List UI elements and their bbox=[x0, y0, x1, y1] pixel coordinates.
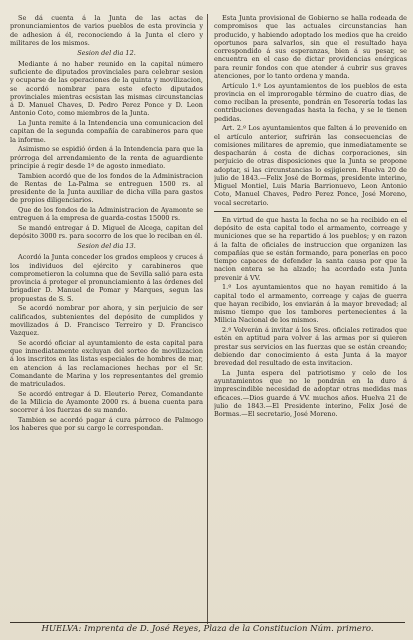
paragraph: Se mandó entregar á D. Miguel de Alcega, capitan del depósito 3000 rs. para socorro de los que lo reciban en él. bbox=[10, 224, 203, 241]
section-separator bbox=[214, 211, 407, 212]
paragraph: Se acordó entregar á D. Eleuterio Perez, Comandante de la Milicia de Ayamonte 2000 rs. á buena cuenta para socorrer á los fuerzas de su mando. bbox=[10, 389, 203, 415]
paragraph: La Junta remite á la Intendencia una comunicacion del capitan de la segunda compañía de carabineros para que la informe. bbox=[10, 119, 203, 144]
paragraph: Mediante á no haber reunido en la capital número suficiente de diputados provinciales para celebrar sesion y ocuparse de las operaciones de la quinta y movilizacion, se acordó nombrar para este efecto diputados provinciales mientras ecsistan las mismas circunstancias á D. Manuel Chaves, D. Pedro Perez Ponce y D. Leon Antonio Coto, como miembros de la Junta. bbox=[10, 59, 203, 118]
paragraph: Se acordó oficiar al ayuntamiento de esta capital para que inmediatamente excluyan del sorteo de movilizacion á los inscritos en las listas especiales de hombres de mar, en atencion á las reclamaciones hechas por el Sr. Comandante de Marina y los representantes del gremio de matriculados. bbox=[10, 338, 203, 388]
paragraph: Que de los fondos de la Administracion de Ayamonte se entreguen á la empresa de guarda-costas 15000 rs. bbox=[10, 206, 203, 223]
paragraph: Tambien acordó que de los fondos de la Administracion de Rentas de La-Palma se entreguen 1500 rs. al presidente de la Junta auxiliar de dicha villa para gastos de propios diligenciarios. bbox=[10, 171, 203, 205]
paragraph: Acordó la Junta conceder los grados empleos y cruces á los individuos del ejército y carabineros que comprometieron la columna que de Sevilla salió para esta provincia á proteger el pronunciamiento á las órdenes del brigadier D. Manuel de Pomar y Marques, segun las propuestas de S. S. bbox=[10, 253, 203, 303]
paragraph: En virtud de que hasta la fecha no se ha recibido en el depósito de esta capital todo el armamento, correage y municiones que se ha repartido á los pueblos; y en razon á la falta de oficiales de instruccion que organizen las compañías que se están formando, para ponerlas en poco tiempo capaces de defender la santa causa por que la nacion entera se ha alzado; ha acordado esta Junta prevenir á VV. bbox=[214, 215, 407, 282]
paragraph: Asimismo se espidió órden á la Intendencia para que la prórroga del arrendamiento de la renta de aguardiente principie á regir desde 1º de agosto inmediato. bbox=[10, 145, 203, 170]
paragraph: La Junta espera del patriotismo y celo de los ayuntamientos que no le pondrán en la duro á imprescindible necesidad de adoptar otras medidas mas eficaces.—Dios guarde á VV. muchos años. Huelva 21 de julio de 1843.—El Presidente interino, Felix José de Bormas.—El secretario, José Moreno. bbox=[214, 368, 407, 418]
paragraph: Se acordó nombrar por ahora, y sin perjuicio de ser calificados, subtenientes del depósito de cumplidos y movilizados á D. Francisco Terreiro y D. Francisco Vazquez. bbox=[10, 304, 203, 337]
session-heading: Sesion del dia 12. bbox=[77, 48, 136, 57]
paragraph: 2.º Volverán á invitar á los Sres. oficiales retirados que estén en aptitud para volver á las armas por si quieren prestar sus servicios en las fuerzas que se están creando; debiendo dar conocimiento á esta Junta á la mayor brevedad del resultado de esta invitacion. bbox=[214, 326, 407, 367]
left-column bbox=[10, 14, 203, 434]
column-divider bbox=[207, 14, 208, 624]
right-column bbox=[214, 14, 407, 420]
paragraph: Se dá cuenta á la Junta de las actas de pronunciamientos de varios pueblos de esta provincia y de adhesion á él, reconociendo á la Junta el clero y militares de los mismos. bbox=[10, 14, 203, 47]
paragraph: Tambien se acordó pagar á cura párroco de Palmogo los haberes que por su cargo le correspondan. bbox=[10, 416, 203, 433]
paragraph: Art. 2.º Los ayuntamientos que falten á lo prevenido en el artículo anterior, sufrirán las consecuencias de comisiones militares de apremio, que inmediatamente se despacharán á costa de dichas corporaciones, sin perjuicio de otras disposiciones que la Junta se propone adoptar, si las circunstancias lo esjigieren. Huelva 20 de julio de 1843.—Felix José de Bormas, presidente interino, Miguel Montiel, Luis Maria Barrionuevo, Leon Antonio Coto, Manuel Chaves, Pedro Perez Ponce, José Moreno, vocal secretario. bbox=[214, 124, 407, 207]
paragraph: Esta Junta provisional de Gobierno se halla rodeada de compromisos que las actuales circunstancias han producido, y habiendo adoptado los medios que ha creido oportunos para salvarlos, sin que el resultado haya correspondido á sus esperanzas, bien á su pesar, se encuentra en el caso de dictar providencias enérgicas para reunir fondos con que atender á cubrir sus graves atenciones, por lo tanto ordena y manda. bbox=[214, 14, 407, 80]
paragraph: 1.º Los ayuntamientos que no hayan remitido á la capital todo el armamento, correage y cajas de guerra que hayan recibido, los enviarán á la mayor brevedad; al mismo tiempo que los tambores pertenecientes á la Milicia Nacional de los mismos. bbox=[214, 283, 407, 325]
printer-imprint: HUELVA: Imprenta de D. José Reyes, Plaza de la Constitucion Núm. primero. bbox=[10, 622, 405, 634]
session-heading: Sesion del dia 13. bbox=[77, 242, 136, 250]
paragraph: Artículo 1.º Los ayuntamientos de los pueblos de esta provincia en el improrogable término de cuatro dias, de como reciban la presente, pondrán en Tesorería todas las contribuciones devengadas hasta la fecha, y se le tienen pedidas. bbox=[214, 81, 407, 123]
